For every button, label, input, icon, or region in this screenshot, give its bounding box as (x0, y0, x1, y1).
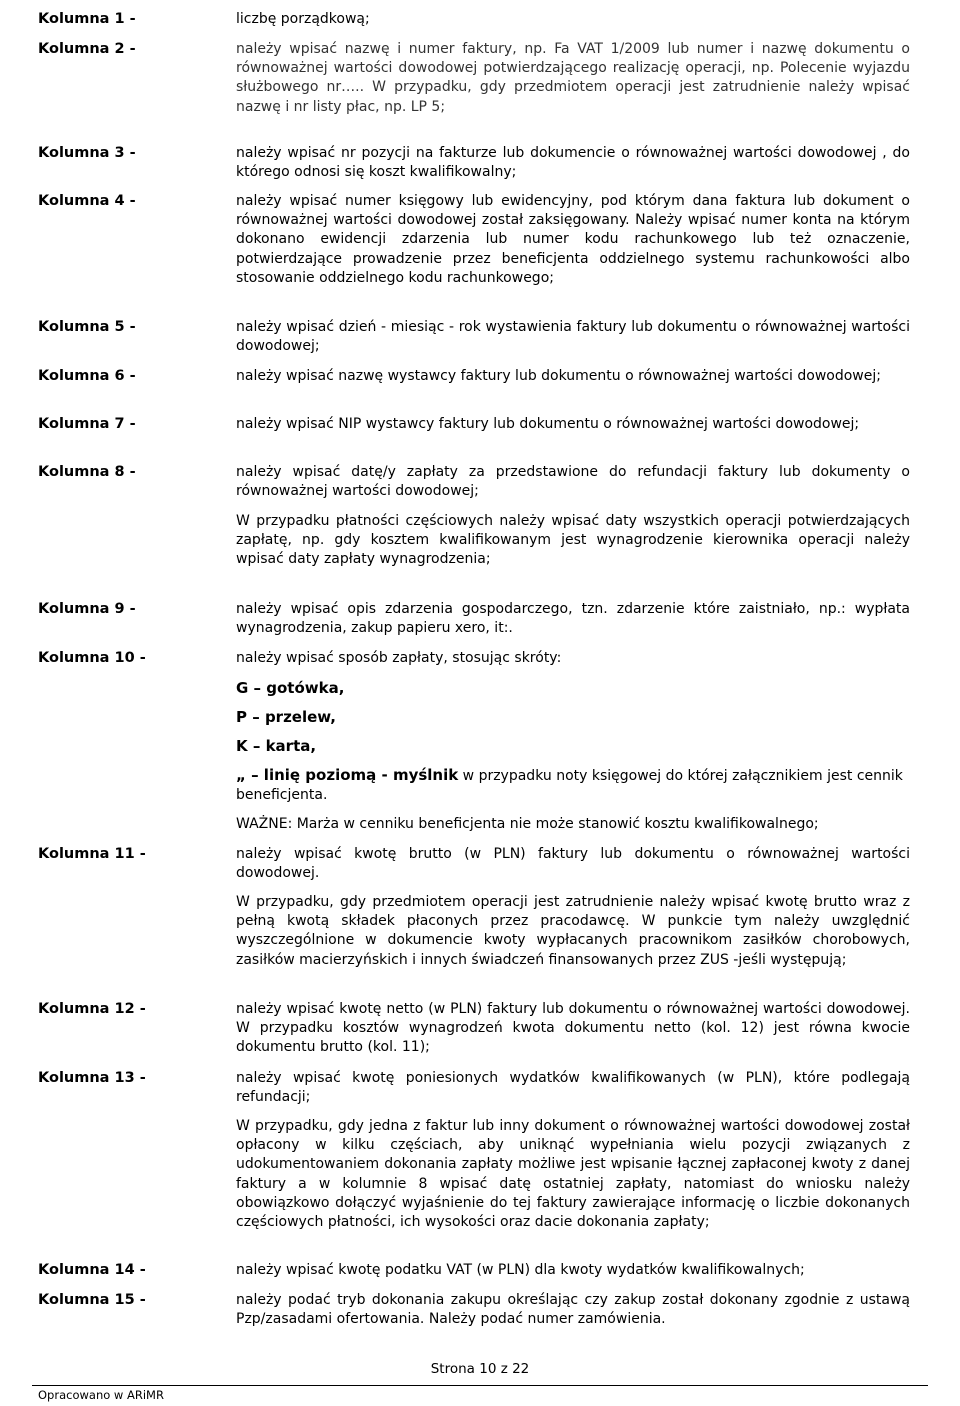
column-desc-15: należy podać tryb dokonania zakupu określając czy zakup został dokonany zgodnie z ustawą Pzp/zasadami ofertowania. Należy podać numer zamówienia. (236, 1292, 910, 1328)
column-desc-11-extra: W przypadku, gdy przedmiotem operacji jest zatrudnienie należy wpisać kwotę brutto wraz z pełną kwotą składek płaconych przez pracodawcę. W punkcie tym należy uwzględnić wyszczególnione w dokumencie kwoty wypłacanych pracownikom zasiłków chorobowych, zasiłków macierzyńskich i innych świadczeń finansowanych przez ZUS -jeśli występują; (236, 894, 910, 968)
column-desc-8-extra: W przypadku płatności częściowych należy wpisać daty wszystkich operacji potwierdzających zapłatę, np. gdy kosztem kwalifikowanym jest wynagrodzenie kierownika operacji należy wpisać daty zapłaty wynagrodzenia; (236, 513, 910, 568)
margin-note: WAŻNE: Marża w cenniku beneficjenta nie może stanowić kosztu kwalifikowalnego; (236, 816, 819, 832)
column-desc-14: należy wpisać kwotę podatku VAT (w PLN) dla kwoty wydatków kwalifikowalnych; (236, 1262, 805, 1278)
column-label-14: Kolumna 14 - (38, 1262, 146, 1278)
payment-code-dash-desc: w przypadku noty księgowej do której załącznikiem jest cennik beneficjenta. (236, 768, 903, 804)
footer-divider (32, 1385, 928, 1386)
column-label-2: Kolumna 2 - (38, 41, 136, 57)
column-desc-10: należy wpisać sposób zapłaty, stosując skróty: (236, 650, 562, 666)
column-label-12: Kolumna 12 - (38, 1001, 146, 1017)
payment-code-card: K – karta, (236, 737, 317, 755)
column-desc-1: liczbę porządkową; (236, 11, 370, 27)
footer-source: Opracowano w ARiMR (38, 1388, 164, 1402)
column-label-6: Kolumna 6 - (38, 368, 136, 384)
column-label-15: Kolumna 15 - (38, 1292, 146, 1308)
column-desc-8: należy wpisać datę/y zapłaty za przedstawione do refundacji faktury lub dokumenty o równoważnej wartości dowodowej; (236, 464, 910, 500)
column-desc-3: należy wpisać nr pozycji na fakturze lub dokumencie o równoważnej wartości dowodowej , do którego odnosi się koszt kwalifikowalny; (236, 145, 910, 181)
column-label-8: Kolumna 8 - (38, 464, 136, 480)
column-label-9: Kolumna 9 - (38, 601, 136, 617)
column-desc-9: należy wpisać opis zdarzenia gospodarczego, tzn. zdarzenie które zaistniało, np.: wypłata wynagrodzenia, zakup papieru xero, it:. (236, 601, 910, 637)
column-label-11: Kolumna 11 - (38, 846, 146, 862)
page-number: Strona 10 z 22 (430, 1361, 530, 1377)
column-label-10: Kolumna 10 - (38, 650, 146, 666)
column-desc-5: należy wpisać dzień - miesiąc - rok wystawienia faktury lub dokumentu o równoważnej wartości dowodowej; (236, 319, 910, 355)
column-label-5: Kolumna 5 - (38, 319, 136, 335)
column-label-13: Kolumna 13 - (38, 1070, 146, 1086)
column-desc-13-extra: W przypadku, gdy jedna z faktur lub inny dokument o równoważnej wartości dowodowej został opłacony w kilku częściach, aby uniknąć wypełniania wielu pozycji związanych z udokumentowaniem dokonania zapłaty możliwe jest wpisanie łącznej zapłaconej kwoty z danej faktury a w kolumnie 8 wpisać datę ostatniej zapłaty, natomiast do wniosku należy obowiązkowo dołączyć wyjaśnienie do tej faktury zawierające informację o liczbie dokonanych częściowych płatności, ich wysokości oraz dacie dokonania zapłaty; (236, 1118, 910, 1231)
column-desc-6: należy wpisać nazwę wystawcy faktury lub dokumentu o równoważnej wartości dowodowej; (236, 368, 881, 384)
column-desc-11: należy wpisać kwotę brutto (w PLN) faktury lub dokumentu o równoważnej wartości dowodowej. (236, 846, 910, 882)
column-desc-7: należy wpisać NIP wystawcy faktury lub dokumentu o równoważnej wartości dowodowej; (236, 416, 860, 432)
column-desc-4: należy wpisać numer księgowy lub ewidencyjny, pod którym dana faktura lub dokument o równoważnej wartości dowodowej został zaksięgowany. Należy wpisać numer konta na którym dokonano ewidencji zdarzenia lub numer kodu rachunkowego lub też oznaczenie, potwierdzające prowadzenie przez beneficjenta oddzielnego systemu rachunkowości albo stosowanie oddzielnego kodu rachunkowego; (236, 193, 910, 286)
column-label-4: Kolumna 4 - (38, 193, 136, 209)
payment-code-dash (236, 766, 910, 805)
column-label-7: Kolumna 7 - (38, 416, 136, 432)
payment-code-cash: G – gotówka, (236, 679, 345, 697)
column-label-3: Kolumna 3 - (38, 145, 136, 161)
payment-code-transfer: P – przelew, (236, 708, 336, 726)
column-desc-12: należy wpisać kwotę netto (w PLN) faktury lub dokumentu o równoważnej wartości dowodowej. W przypadku kosztów wynagrodzeń kwota dokumentu netto (kol. 12) jest równa kwocie dokumentu brutto (kol. 11); (236, 1001, 910, 1056)
column-label-1: Kolumna 1 - (38, 11, 136, 27)
column-desc-2: należy wpisać nazwę i numer faktury, np. Fa VAT 1/2009 lub numer i nazwę dokumentu o równoważnej wartości dowodowej potwierdzającego realizację operacji, np. Polecenie wyjazdu służbowego nr….. W przypadku, gdy przedmiotem operacji jest zatrudnienie należy wpisać nazwę i nr listy płac, np. LP 5; (236, 41, 910, 115)
payment-code-dash-label: „ – linię poziomą - myślnik (236, 766, 459, 784)
column-desc-13: należy wpisać kwotę poniesionych wydatków kwalifikowanych (w PLN), które podlegają refundacji; (236, 1070, 910, 1106)
